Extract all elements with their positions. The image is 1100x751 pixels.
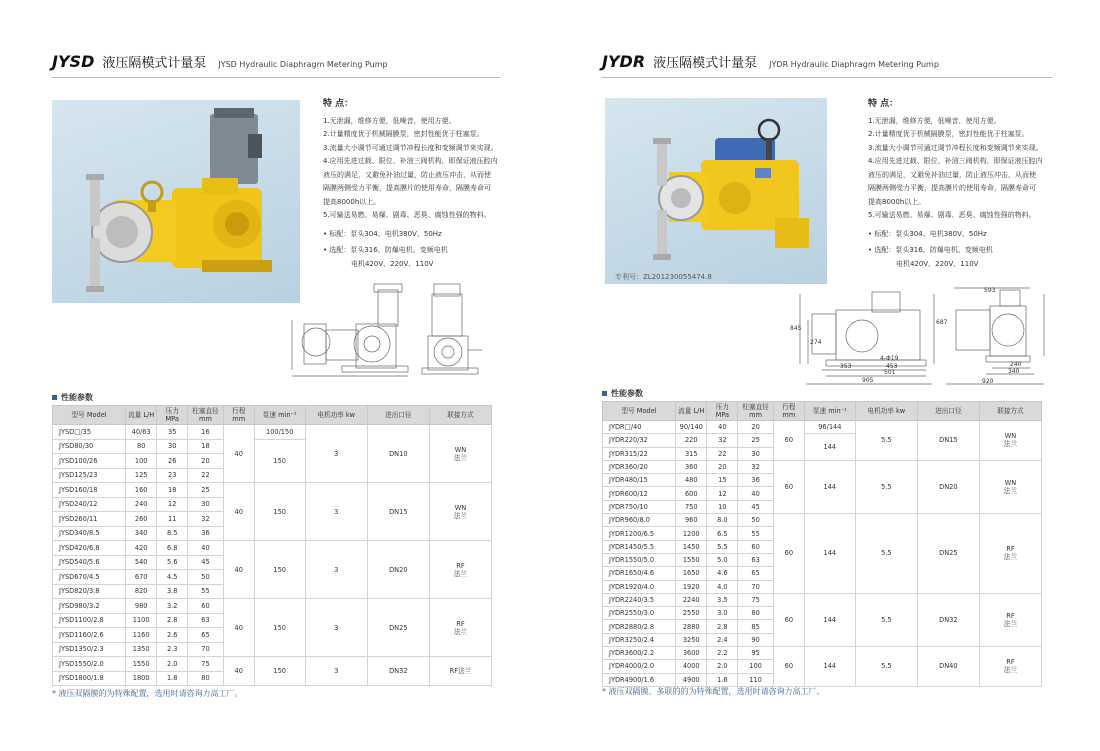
th-model: 型号 Model (53, 406, 126, 425)
table-cell: 5.0 (707, 553, 738, 566)
table-cell: 3.0 (707, 607, 738, 620)
table-cell: 2.3 (157, 642, 188, 657)
dim-501: 501 (884, 369, 896, 376)
table-cell: 5.5 (707, 540, 738, 553)
table-cell: 670 (126, 570, 157, 585)
table-cell: 32 (738, 460, 773, 473)
table-cell: 2.8 (707, 620, 738, 633)
table-cell: JYSD670/4.5 (53, 570, 126, 585)
th-pressure: 压力 MPa (707, 402, 738, 421)
model-code: JYSD (52, 52, 95, 71)
cell-speed: 144 (804, 647, 855, 687)
cell-connection: RF 法兰 (429, 599, 491, 657)
cell-speed: 150 (254, 439, 305, 483)
feature-line: 4.应用先进过载、限位、补油三阀机构，即保证液压腔内 (323, 157, 498, 165)
table-cell: JYSD80/30 (53, 439, 126, 454)
table-cell: 22 (188, 468, 223, 483)
cell-connection: RF 法兰 (979, 647, 1041, 687)
title-en: JYDR Hydraulic Diaphragm Metering Pump (769, 60, 939, 69)
cell-stroke: 40 (223, 599, 254, 657)
cell-power: 3 (305, 599, 367, 657)
table-row (603, 460, 1042, 473)
table-cell: 2880 (676, 620, 707, 633)
cell-speed: 96/144 (804, 421, 855, 434)
title-en: JYSD Hydraulic Diaphragm Metering Pump (218, 60, 388, 69)
table-cell: 36 (738, 474, 773, 487)
table-cell: 1450 (676, 540, 707, 553)
table-cell: 55 (188, 584, 223, 599)
th-power: 电机功率 kw (855, 402, 917, 421)
table-cell: 1350 (126, 642, 157, 657)
table-cell: 2.4 (707, 633, 738, 646)
table-cell: 360 (676, 460, 707, 473)
feature-line: 3.流量大小调节可通过调节冲程长度和变频调节来实现。 (868, 143, 1043, 152)
th-connection: 联接方式 (979, 402, 1041, 421)
cell-port: DN15 (367, 483, 429, 541)
cell-power: 5.5 (855, 421, 917, 461)
table-cell: JYDR4900/1.6 (603, 673, 676, 686)
dim-687: 687 (936, 319, 948, 326)
table-cell: 70 (738, 580, 773, 593)
table-cell: 340 (126, 526, 157, 541)
table-cell: 12 (707, 487, 738, 500)
table-cell: 1650 (676, 567, 707, 580)
table-row (53, 541, 492, 556)
dim-274: 274 (810, 339, 822, 346)
table-cell: JYDR1650/4.6 (603, 567, 676, 580)
table-cell: 32 (188, 512, 223, 527)
table-cell: 100 (126, 454, 157, 469)
table-cell: 1920 (676, 580, 707, 593)
header-rule (602, 77, 1052, 78)
table-cell: 8.0 (707, 514, 738, 527)
dim-905: 905 (862, 377, 874, 384)
table-cell: JYSD240/12 (53, 497, 126, 512)
table-cell: 4000 (676, 660, 707, 673)
product-photo (52, 100, 300, 303)
table-cell: 2.0 (157, 657, 188, 672)
table-cell: 260 (126, 512, 157, 527)
opt-config: • 选配：泵头316、防爆电机、变频电机 (323, 246, 448, 254)
table-row (53, 425, 492, 440)
features-title: 特 点： (868, 99, 899, 109)
title-zh: 液压隔模式计量泵 (102, 56, 207, 71)
cell-connection: RF 法兰 (979, 514, 1041, 594)
table-row (53, 657, 492, 672)
feature-line: 3.流量大小调节可通过调节冲程长度和变频调节来实现。 (323, 143, 498, 152)
table-cell: 11 (157, 512, 188, 527)
table-cell: 4.5 (157, 570, 188, 585)
table-cell: 420 (126, 541, 157, 556)
cell-power: 5.5 (855, 460, 917, 513)
feature-line: 2.计量精度优于机械隔膜泵，密封性能优于柱塞泵。 (323, 130, 484, 138)
table-cell: 980 (126, 599, 157, 614)
cell-stroke: 40 (223, 483, 254, 541)
cell-port: DN20 (917, 460, 979, 513)
table-cell: 45 (738, 500, 773, 513)
dim-353: 353 (840, 363, 852, 370)
table-cell: 90 (738, 633, 773, 646)
th-flow: 流量 L/H (126, 406, 157, 425)
right-page (550, 0, 1100, 751)
feature-line: 隔膜两侧受力平衡，提高膜片的使用寿命，隔膜寿命可 (868, 184, 1036, 192)
table-cell: 18 (157, 483, 188, 498)
page-header (602, 52, 939, 71)
table-cell: JYSD340/8.5 (53, 526, 126, 541)
dim-holes: 4-Φ19 (880, 355, 899, 362)
opt-config: • 选配：泵头316、防爆电机、变频电机 (868, 246, 993, 254)
table-cell: 3.5 (707, 593, 738, 606)
table-cell: 110 (738, 673, 773, 686)
table-cell: 80 (126, 439, 157, 454)
table-cell: 75 (738, 593, 773, 606)
cell-speed: 144 (804, 593, 855, 646)
th-plunger: 柱塞直径 mm (188, 406, 223, 425)
cell-port: DN15 (917, 421, 979, 461)
table-cell: 600 (676, 487, 707, 500)
feature-line: 2.计量精度优于机械隔膜泵，密封性能优于柱塞泵。 (868, 130, 1029, 138)
table-cell: 20 (707, 460, 738, 473)
table-cell: JYDR2240/3.5 (603, 593, 676, 606)
cell-connection: RF 法兰 (979, 593, 1041, 646)
table-cell: JYSD420/6.8 (53, 541, 126, 556)
cell-port: DN20 (367, 541, 429, 599)
table-cell: 65 (738, 567, 773, 580)
th-pressure: 压力 MPa (157, 406, 188, 425)
features-title: 特 点： (323, 99, 354, 109)
table-cell: 63 (738, 553, 773, 566)
feature-line: 1.无泄漏，维修方便，低噪音，使用方便。 (323, 116, 456, 125)
th-port: 进出口径 (917, 402, 979, 421)
table-cell: 55 (738, 527, 773, 540)
table-cell: 100 (738, 660, 773, 673)
feature-line: 提高8000h以上。 (323, 197, 381, 206)
cell-speed: 144 (804, 514, 855, 594)
th-model: 型号 Model (603, 402, 676, 421)
cell-connection: WN 法兰 (979, 460, 1041, 513)
cell-speed: 150 (254, 541, 305, 599)
table-cell: JYDR220/32 (603, 434, 676, 447)
cell-stroke: 40 (223, 425, 254, 483)
cell-power: 3 (305, 541, 367, 599)
dim-453: 453 (886, 363, 898, 370)
table-cell: 65 (188, 628, 223, 643)
cell-speed: 100/150 (254, 425, 305, 440)
cell-stroke: 60 (773, 460, 804, 513)
table-row (603, 421, 1042, 434)
table-cell: JYSD1100/2.8 (53, 613, 126, 628)
table-cell: 60 (188, 599, 223, 614)
table-cell: 50 (188, 570, 223, 585)
table-cell: 1.6 (707, 673, 738, 686)
table-cell: JYDR2880/2.8 (603, 620, 676, 633)
th-stroke: 行程 mm (773, 402, 804, 421)
cell-power: 3 (305, 483, 367, 541)
table-cell: 40 (188, 541, 223, 556)
table-cell: JYDR1450/5.5 (603, 540, 676, 553)
feature-line: 提高8000h以上。 (868, 197, 926, 206)
table-cell: 95 (738, 647, 773, 660)
table-cell: JYDR960/8.0 (603, 514, 676, 527)
patent-number: 专利号：ZL201230055474.8 (615, 273, 712, 281)
dim-340: 340 (1008, 368, 1020, 375)
table-cell: 3.8 (157, 584, 188, 599)
table-cell: 2.8 (157, 613, 188, 628)
table-cell: 30 (157, 439, 188, 454)
table-row (603, 593, 1042, 606)
cell-power: 5.5 (855, 593, 917, 646)
cell-port: DN25 (367, 599, 429, 657)
table-cell: JYSD1550/2.0 (53, 657, 126, 672)
table-cell: 2550 (676, 607, 707, 620)
table-cell: 1.8 (157, 671, 188, 686)
th-flow: 流量 L/H (676, 402, 707, 421)
table-cell: 80 (188, 671, 223, 686)
table-cell: 30 (738, 447, 773, 460)
dim-593: 593 (984, 287, 996, 294)
table-cell: JYDR3250/2.4 (603, 633, 676, 646)
cell-speed: 150 (254, 657, 305, 686)
table-cell: 10 (707, 500, 738, 513)
table-cell: JYDR1550/5.0 (603, 553, 676, 566)
table-cell: 80 (738, 607, 773, 620)
th-speed: 泵速 min⁻¹ (804, 402, 855, 421)
table-cell: 240 (126, 497, 157, 512)
cell-port: DN32 (367, 657, 429, 686)
table-cell: JYSD125/23 (53, 468, 126, 483)
cell-speed: 144 (804, 460, 855, 513)
cell-connection: WN 法兰 (429, 483, 491, 541)
cell-connection: RF 法兰 (429, 541, 491, 599)
table-cell: 1100 (126, 613, 157, 628)
feature-line: 1.无泄漏，维修方便，低噪音，使用方便。 (868, 116, 1001, 125)
table-cell: 4900 (676, 673, 707, 686)
th-port: 进出口径 (367, 406, 429, 425)
section-title: 性能参数 (602, 388, 643, 399)
table-cell: JYDR480/15 (603, 474, 676, 487)
cell-power: 5.5 (855, 647, 917, 687)
cell-port: DN32 (917, 593, 979, 646)
table-cell: JYSD1160/2.6 (53, 628, 126, 643)
table-cell: 20 (188, 454, 223, 469)
spec-table (52, 405, 492, 686)
table-cell: JYSD820/3.8 (53, 584, 126, 599)
table-cell: 20 (738, 421, 773, 434)
table-cell: 2.2 (707, 647, 738, 660)
table-cell: 12 (157, 497, 188, 512)
table-cell: JYDR360/20 (603, 460, 676, 473)
cell-stroke: 40 (223, 541, 254, 599)
table-cell: 1550 (126, 657, 157, 672)
title-zh: 液压隔模式计量泵 (653, 56, 758, 71)
features-block (323, 98, 498, 271)
table-cell: 45 (188, 555, 223, 570)
dim-920: 920 (982, 378, 994, 385)
feature-line: 隔膜两侧受力平衡，提高膜片的使用寿命，隔膜寿命可 (323, 184, 491, 192)
cell-connection: WN 法兰 (429, 425, 491, 483)
table-cell: 220 (676, 434, 707, 447)
std-config: • 标配：泵头304、电机380V、50Hz (323, 229, 442, 238)
table-cell: JYSD160/18 (53, 483, 126, 498)
table-cell: 75 (188, 657, 223, 672)
table-cell: 820 (126, 584, 157, 599)
table-cell: JYDR4000/2.0 (603, 660, 676, 673)
table-cell: 960 (676, 514, 707, 527)
table-cell: 3250 (676, 633, 707, 646)
cell-stroke: 60 (773, 421, 804, 461)
table-cell: 1550 (676, 553, 707, 566)
cell-speed: 150 (254, 483, 305, 541)
cell-stroke: 40 (223, 657, 254, 686)
table-cell: 22 (707, 447, 738, 460)
table-cell: 750 (676, 500, 707, 513)
table-cell: 6.8 (157, 541, 188, 556)
table-cell: 25 (188, 483, 223, 498)
cell-power: 5.5 (855, 514, 917, 594)
table-cell: JYSD100/26 (53, 454, 126, 469)
footnote: * 液压双隔膜、多联的的为特殊配置，选用时请咨询力高工厂。 (602, 687, 825, 696)
table-cell: 40/63 (126, 425, 157, 440)
page-header (52, 52, 388, 71)
th-plunger: 柱塞直径 mm (738, 402, 773, 421)
cell-connection: RF法兰 (429, 657, 491, 686)
table-cell: 480 (676, 474, 707, 487)
table-row (603, 514, 1042, 527)
cell-stroke: 60 (773, 514, 804, 594)
table-cell: JYSD540/5.6 (53, 555, 126, 570)
cell-stroke: 60 (773, 593, 804, 646)
table-cell: JYDR3600/2.2 (603, 647, 676, 660)
table-cell: 40 (707, 421, 738, 434)
th-speed: 泵速 min⁻¹ (254, 406, 305, 425)
table-cell: 1160 (126, 628, 157, 643)
table-cell: 85 (738, 620, 773, 633)
table-cell: JYDR600/12 (603, 487, 676, 500)
opt-config-2: 电机420V、220V、110V (896, 259, 979, 268)
table-cell: 23 (157, 468, 188, 483)
table-cell: 125 (126, 468, 157, 483)
table-cell: JYSD980/3.2 (53, 599, 126, 614)
table-cell: 540 (126, 555, 157, 570)
cell-port: DN25 (917, 514, 979, 594)
cell-speed: 144 (804, 434, 855, 461)
table-cell: 50 (738, 514, 773, 527)
table-cell: 2.6 (157, 628, 188, 643)
table-cell: JYDR1920/4.0 (603, 580, 676, 593)
table-cell: 4.0 (707, 580, 738, 593)
table-cell: 70 (188, 642, 223, 657)
feature-line: 5.可输送易燃、易爆、剧毒、恶臭、腐蚀性强的物料。 (323, 211, 491, 219)
table-row (53, 483, 492, 498)
table-cell: 315 (676, 447, 707, 460)
table-cell: JYDR750/10 (603, 500, 676, 513)
cell-port: DN10 (367, 425, 429, 483)
opt-config-2: 电机420V、220V、110V (351, 259, 434, 268)
std-config: • 标配：泵头304、电机380V、50Hz (868, 229, 987, 238)
table-cell: 2240 (676, 593, 707, 606)
table-cell: 2.0 (707, 660, 738, 673)
features-block (868, 98, 1043, 271)
cell-stroke: 60 (773, 647, 804, 687)
table-cell: 32 (707, 434, 738, 447)
table-cell: JYSD□/35 (53, 425, 126, 440)
dim-845: 845 (790, 325, 802, 332)
th-power: 电机功率 kw (305, 406, 367, 425)
cell-power: 3 (305, 425, 367, 483)
table-cell: 25 (738, 434, 773, 447)
table-cell: JYSD260/11 (53, 512, 126, 527)
table-cell: JYSD1800/1.8 (53, 671, 126, 686)
table-cell: 63 (188, 613, 223, 628)
table-cell: JYDR1200/6.5 (603, 527, 676, 540)
cell-port: DN40 (917, 647, 979, 687)
feature-line: 4.应用先进过载、限位、补油三阀机构，即保证液压腔内 (868, 157, 1043, 165)
table-cell: JYDR315/22 (603, 447, 676, 460)
technical-drawing (786, 284, 1066, 390)
table-cell: 35 (157, 425, 188, 440)
technical-drawing (282, 280, 504, 390)
th-stroke: 行程 mm (223, 406, 254, 425)
feature-line: 5.可输送易燃、易爆、剧毒、恶臭、腐蚀性强的物料。 (868, 211, 1036, 219)
table-cell: 15 (707, 474, 738, 487)
table-cell: 3.2 (157, 599, 188, 614)
section-title: 性能参数 (52, 392, 93, 403)
table-cell: 18 (188, 439, 223, 454)
table-cell: 8.5 (157, 526, 188, 541)
table-cell: 3600 (676, 647, 707, 660)
table-row (53, 599, 492, 614)
table-cell: 16 (188, 425, 223, 440)
table-cell: 1200 (676, 527, 707, 540)
table-cell: 4.6 (707, 567, 738, 580)
feature-line: 液压的满足，又避免补油过量，防止液压冲击，从而使 (323, 170, 491, 179)
spec-table (602, 401, 1042, 687)
table-cell: 30 (188, 497, 223, 512)
th-connection: 联接方式 (429, 406, 491, 425)
table-cell: 60 (738, 540, 773, 553)
cell-speed: 150 (254, 599, 305, 657)
model-code: JYDR (602, 52, 646, 71)
table-cell: 5.6 (157, 555, 188, 570)
table-cell: 160 (126, 483, 157, 498)
header-rule (52, 77, 500, 78)
footnote: * 液压双隔膜的为特殊配置，选用时请咨询力高工厂。 (52, 689, 243, 698)
table-row (603, 647, 1042, 660)
table-cell: 40 (738, 487, 773, 500)
table-cell: JYSD1350/2.3 (53, 642, 126, 657)
cell-power: 3 (305, 657, 367, 686)
table-cell: JYDR2550/3.0 (603, 607, 676, 620)
dim-240: 240 (1010, 361, 1022, 368)
table-cell: 36 (188, 526, 223, 541)
table-cell: 26 (157, 454, 188, 469)
table-cell: JYDR□/40 (603, 421, 676, 434)
product-photo (605, 98, 827, 284)
table-cell: 1800 (126, 671, 157, 686)
feature-line: 液压的满足，又避免补油过量，防止液压冲击，从而使 (868, 170, 1036, 179)
table-cell: 90/140 (676, 421, 707, 434)
table-cell: 6.5 (707, 527, 738, 540)
cell-connection: WN 法兰 (979, 421, 1041, 461)
